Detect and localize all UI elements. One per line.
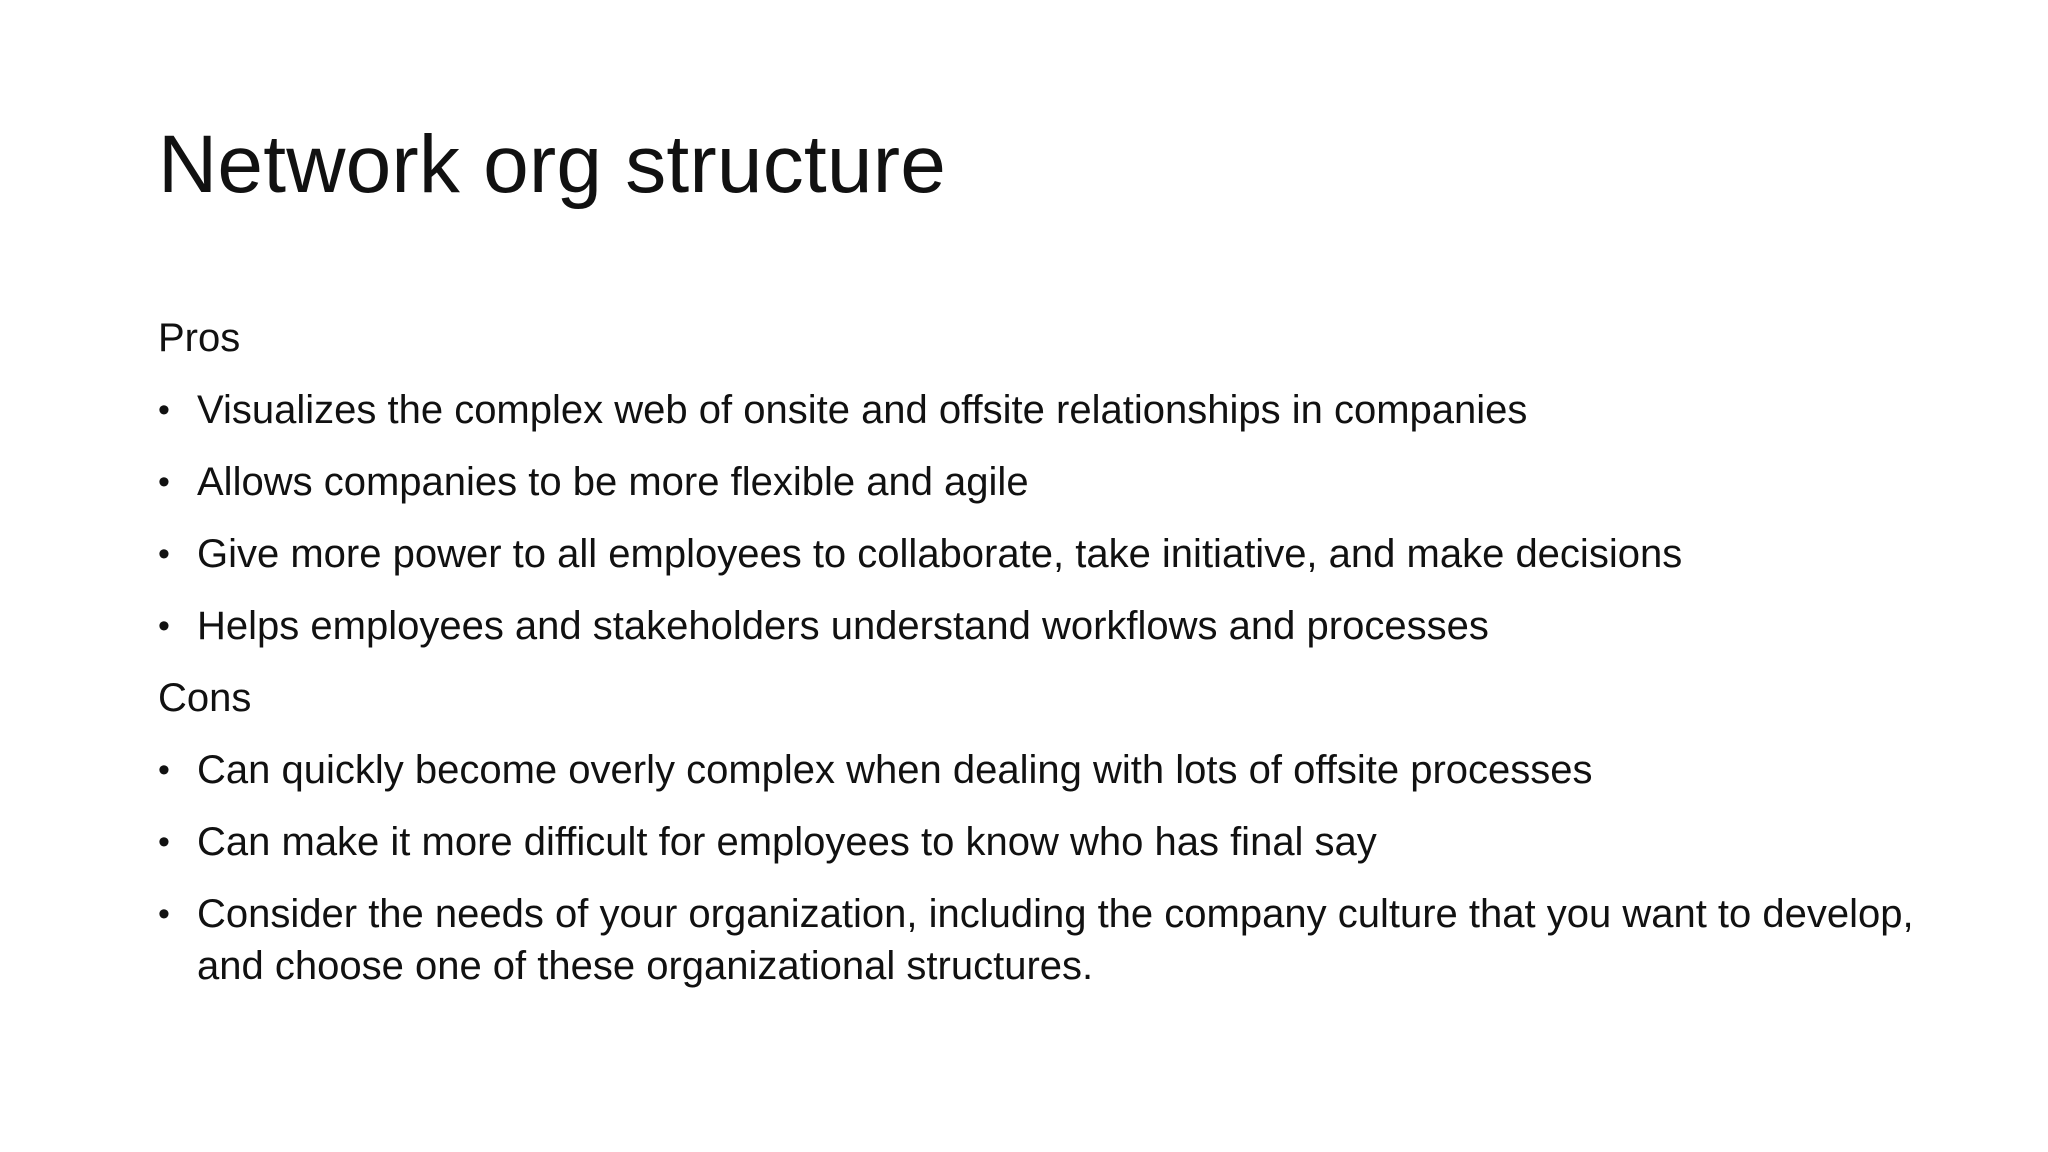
slide-title: Network org structure	[158, 119, 947, 210]
cons-item-text: Can make it more difficult for employees to know who has final say	[197, 820, 1377, 864]
slide-content	[158, 312, 1918, 992]
cons-item-text: Consider the needs of your organization, including the company culture that you want to develop, and choose one of these organizational structures.	[197, 892, 1914, 988]
bullet-icon: •	[158, 535, 170, 573]
pros-item-text: Helps employees and stakeholders understand workflows and processes	[197, 604, 1489, 648]
pros-item-text: Allows companies to be more flexible and agile	[197, 460, 1029, 504]
bullet-icon: •	[158, 751, 170, 789]
pros-item	[158, 600, 1918, 652]
pros-item-text: Visualizes the complex web of onsite and offsite relationships in companies	[197, 388, 1528, 432]
cons-item-text: Can quickly become overly complex when dealing with lots of offsite processes	[197, 748, 1593, 792]
pros-item	[158, 528, 1918, 580]
bullet-icon: •	[158, 463, 170, 501]
pros-item-text: Give more power to all employees to collaborate, take initiative, and make decisions	[197, 532, 1683, 576]
bullet-icon: •	[158, 391, 170, 429]
pros-item	[158, 384, 1918, 436]
bullet-icon: •	[158, 895, 170, 933]
pros-heading: Pros	[158, 316, 241, 360]
pros-item	[158, 456, 1918, 508]
cons-item	[158, 888, 1918, 992]
pros-list	[158, 384, 1918, 652]
cons-item	[158, 816, 1918, 868]
cons-list	[158, 744, 1918, 992]
cons-heading: Cons	[158, 676, 252, 720]
bullet-icon: •	[158, 607, 170, 645]
bullet-icon: •	[158, 823, 170, 861]
cons-item	[158, 744, 1918, 796]
